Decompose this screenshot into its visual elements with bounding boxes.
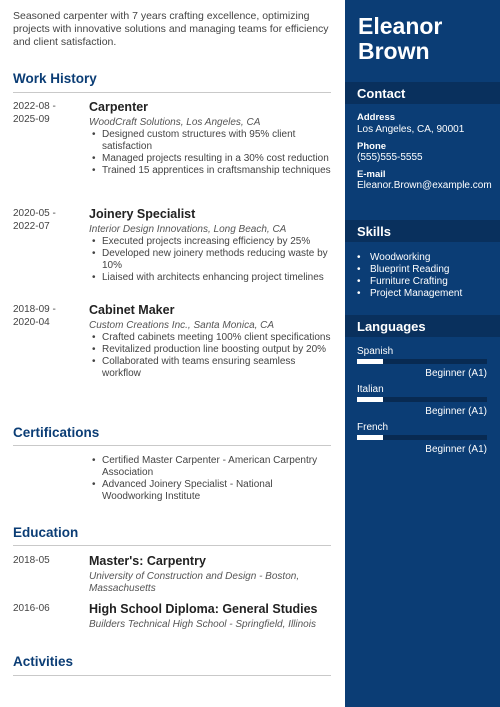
language-level: Beginner (A1) [425, 368, 487, 379]
job-start-date: 2020-05 - [13, 208, 56, 219]
job-start-date: 2022-08 - [13, 101, 56, 112]
job-bullets [89, 129, 333, 177]
certification-item: • Certified Master Carpenter - American Carpentry Association [89, 455, 333, 479]
job-bullet: • Executed projects increasing efficiency by 25% [89, 236, 333, 248]
contact-heading: Contact [357, 86, 406, 101]
job-company: Interior Design Innovations, Long Beach, CA [89, 224, 287, 235]
skills-heading: Skills [357, 224, 391, 239]
skill-item: • Furniture Crafting [357, 276, 497, 288]
job-end-date: 2022-07 [13, 221, 50, 232]
email-value[interactable]: Eleanor.Brown@example.com [357, 180, 492, 191]
language-level: Beginner (A1) [425, 406, 487, 417]
skill-item: • Woodworking [357, 252, 497, 264]
work-history-heading: Work History [13, 71, 97, 86]
skill-item: • Project Management [357, 288, 497, 300]
job-bullet: • Crafted cabinets meeting 100% client specifications [89, 332, 333, 344]
skill-item: • Blueprint Reading [357, 264, 497, 276]
professional-summary: Seasoned carpenter with 7 years crafting excellence, optimizing projects with innovative solutions and managing teams for efficiency and client satisfaction. [13, 10, 329, 48]
job-company: Custom Creations Inc., Santa Monica, CA [89, 320, 275, 331]
job-bullet: • Liaised with architects enhancing project timelines [89, 272, 333, 284]
job-dates [13, 303, 83, 329]
education-degree: Master's: Carpentry [89, 554, 206, 568]
phone-label: Phone [357, 141, 387, 152]
candidate-name [358, 14, 442, 64]
email-label: E-mail [357, 169, 386, 180]
job-dates [13, 207, 83, 233]
job-bullets [89, 332, 333, 380]
language-proficiency-bar [357, 359, 487, 364]
activities-heading: Activities [13, 654, 74, 669]
job-bullet: • Designed custom structures with 95% client satisfaction [89, 129, 333, 153]
certifications-divider [13, 445, 331, 446]
languages-heading-bar [345, 315, 500, 337]
activities-divider [13, 675, 331, 676]
language-name: Spanish [357, 346, 394, 357]
phone-value: (555)555-5555 [357, 152, 423, 163]
language-level: Beginner (A1) [425, 444, 487, 455]
language-proficiency-bar [357, 397, 487, 402]
certification-item: • Advanced Joinery Specialist - National Woodworking Institute [89, 479, 333, 503]
language-proficiency-fill [357, 435, 383, 440]
contact-heading-bar [345, 82, 500, 104]
language-italian [357, 384, 487, 418]
education-date: 2016-06 [13, 603, 50, 614]
education-degree: High School Diploma: General Studies [89, 602, 318, 616]
address-label: Address [357, 112, 396, 123]
job-start-date: 2018-09 - [13, 304, 56, 315]
skills-heading-bar [345, 220, 500, 242]
education-heading: Education [13, 525, 79, 540]
job-end-date: 2025-09 [13, 114, 50, 125]
language-proficiency-fill [357, 359, 383, 364]
job-title: Joinery Specialist [89, 207, 196, 221]
job-dates [13, 100, 83, 126]
address-value: Los Angeles, CA, 90001 [357, 124, 465, 135]
education-school: Builders Technical High School - Springfield, Illinois [89, 619, 316, 630]
last-name: Brown [358, 38, 430, 64]
language-french [357, 422, 487, 456]
languages-heading: Languages [357, 319, 426, 334]
job-bullet: • Collaborated with teams ensuring seamless workflow [89, 356, 333, 380]
sidebar [345, 0, 500, 707]
job-company: WoodCraft Solutions, Los Angeles, CA [89, 117, 261, 128]
job-bullet: • Revitalized production line boosting output by 20% [89, 344, 333, 356]
first-name: Eleanor [358, 13, 443, 39]
certifications-heading: Certifications [13, 425, 100, 440]
language-name: Italian [357, 384, 384, 395]
language-proficiency-fill [357, 397, 383, 402]
job-bullets [89, 236, 333, 284]
education-divider [13, 545, 331, 546]
job-bullet: • Managed projects resulting in a 30% cost reduction [89, 153, 333, 165]
job-bullet: • Trained 15 apprentices in craftsmanship techniques [89, 165, 333, 177]
job-end-date: 2020-04 [13, 317, 50, 328]
language-name: French [357, 422, 389, 433]
education-school: University of Construction and Design - Boston, Massachusetts [89, 571, 300, 594]
education-date: 2018-05 [13, 555, 50, 566]
skills-list [357, 252, 497, 300]
language-spanish [357, 346, 487, 380]
work-history-divider [13, 92, 331, 93]
certification-list [89, 455, 333, 503]
language-proficiency-bar [357, 435, 487, 440]
job-title: Cabinet Maker [89, 303, 175, 317]
job-bullet: • Developed new joinery methods reducing waste by 10% [89, 248, 333, 272]
job-title: Carpenter [89, 100, 149, 114]
